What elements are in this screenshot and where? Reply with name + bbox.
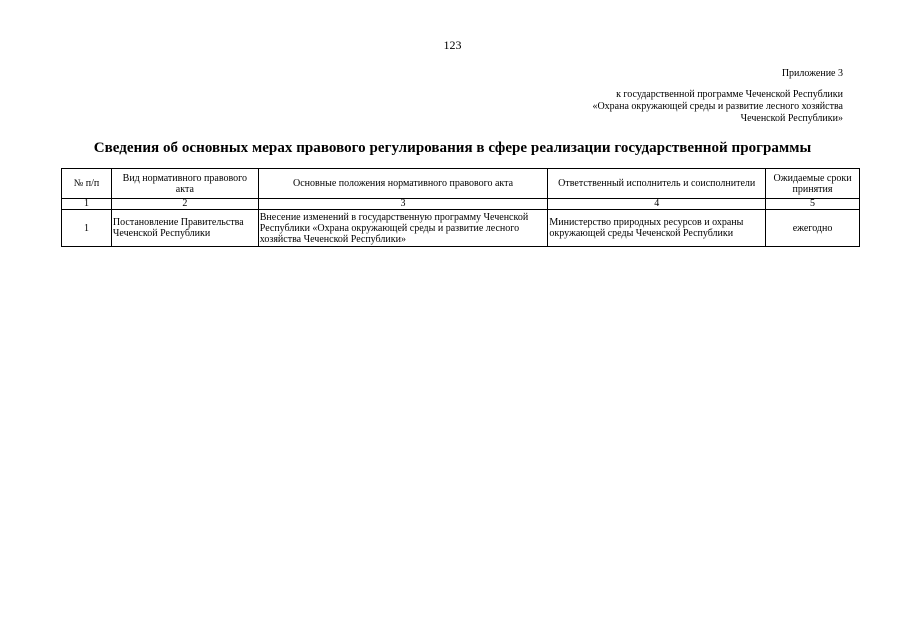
- column-number: 5: [766, 199, 860, 210]
- appendix-reference: [592, 89, 843, 125]
- legal-measures-table: [61, 168, 860, 247]
- column-number: 2: [111, 199, 258, 210]
- appendix-reference-line: к государственной программе Чеченской Республики: [616, 89, 843, 100]
- appendix-reference-line: «Охрана окружающей среды и развитие лесного хозяйства: [592, 101, 843, 112]
- row-provisions: Внесение изменений в государственную программу Чеченской Республики «Охрана окружающей среды и развитие лесного хозяйства Чеченской Республики»: [258, 210, 548, 247]
- header-provisions: Основные положения нормативного правового акта: [258, 169, 548, 199]
- column-number: 4: [548, 199, 766, 210]
- header-executor: Ответственный исполнитель и соисполнители: [548, 169, 766, 199]
- appendix-reference-line: Чеченской Республики»: [740, 113, 843, 124]
- page-number: 123: [443, 38, 462, 52]
- column-number: 1: [62, 199, 112, 210]
- column-number-row: [62, 199, 860, 210]
- header-term: Ожидаемые сроки принятия: [766, 169, 860, 199]
- table-row: [62, 210, 860, 247]
- table-header-row: [62, 169, 860, 199]
- row-executor: Министерство природных ресурсов и охраны окружающей среды Чеченской Республики: [548, 210, 766, 247]
- row-number: 1: [62, 210, 112, 247]
- header-act-type: Вид нормативного правового акта: [111, 169, 258, 199]
- header-number: № п/п: [62, 169, 112, 199]
- document-title: Сведения об основных мерах правового регулирования в сфере реализации государственной программы: [93, 140, 812, 156]
- row-act-type: Постановление Правительства Чеченской Республики: [111, 210, 258, 247]
- row-term: ежегодно: [766, 210, 860, 247]
- appendix-label: Приложение 3: [781, 68, 843, 79]
- column-number: 3: [258, 199, 548, 210]
